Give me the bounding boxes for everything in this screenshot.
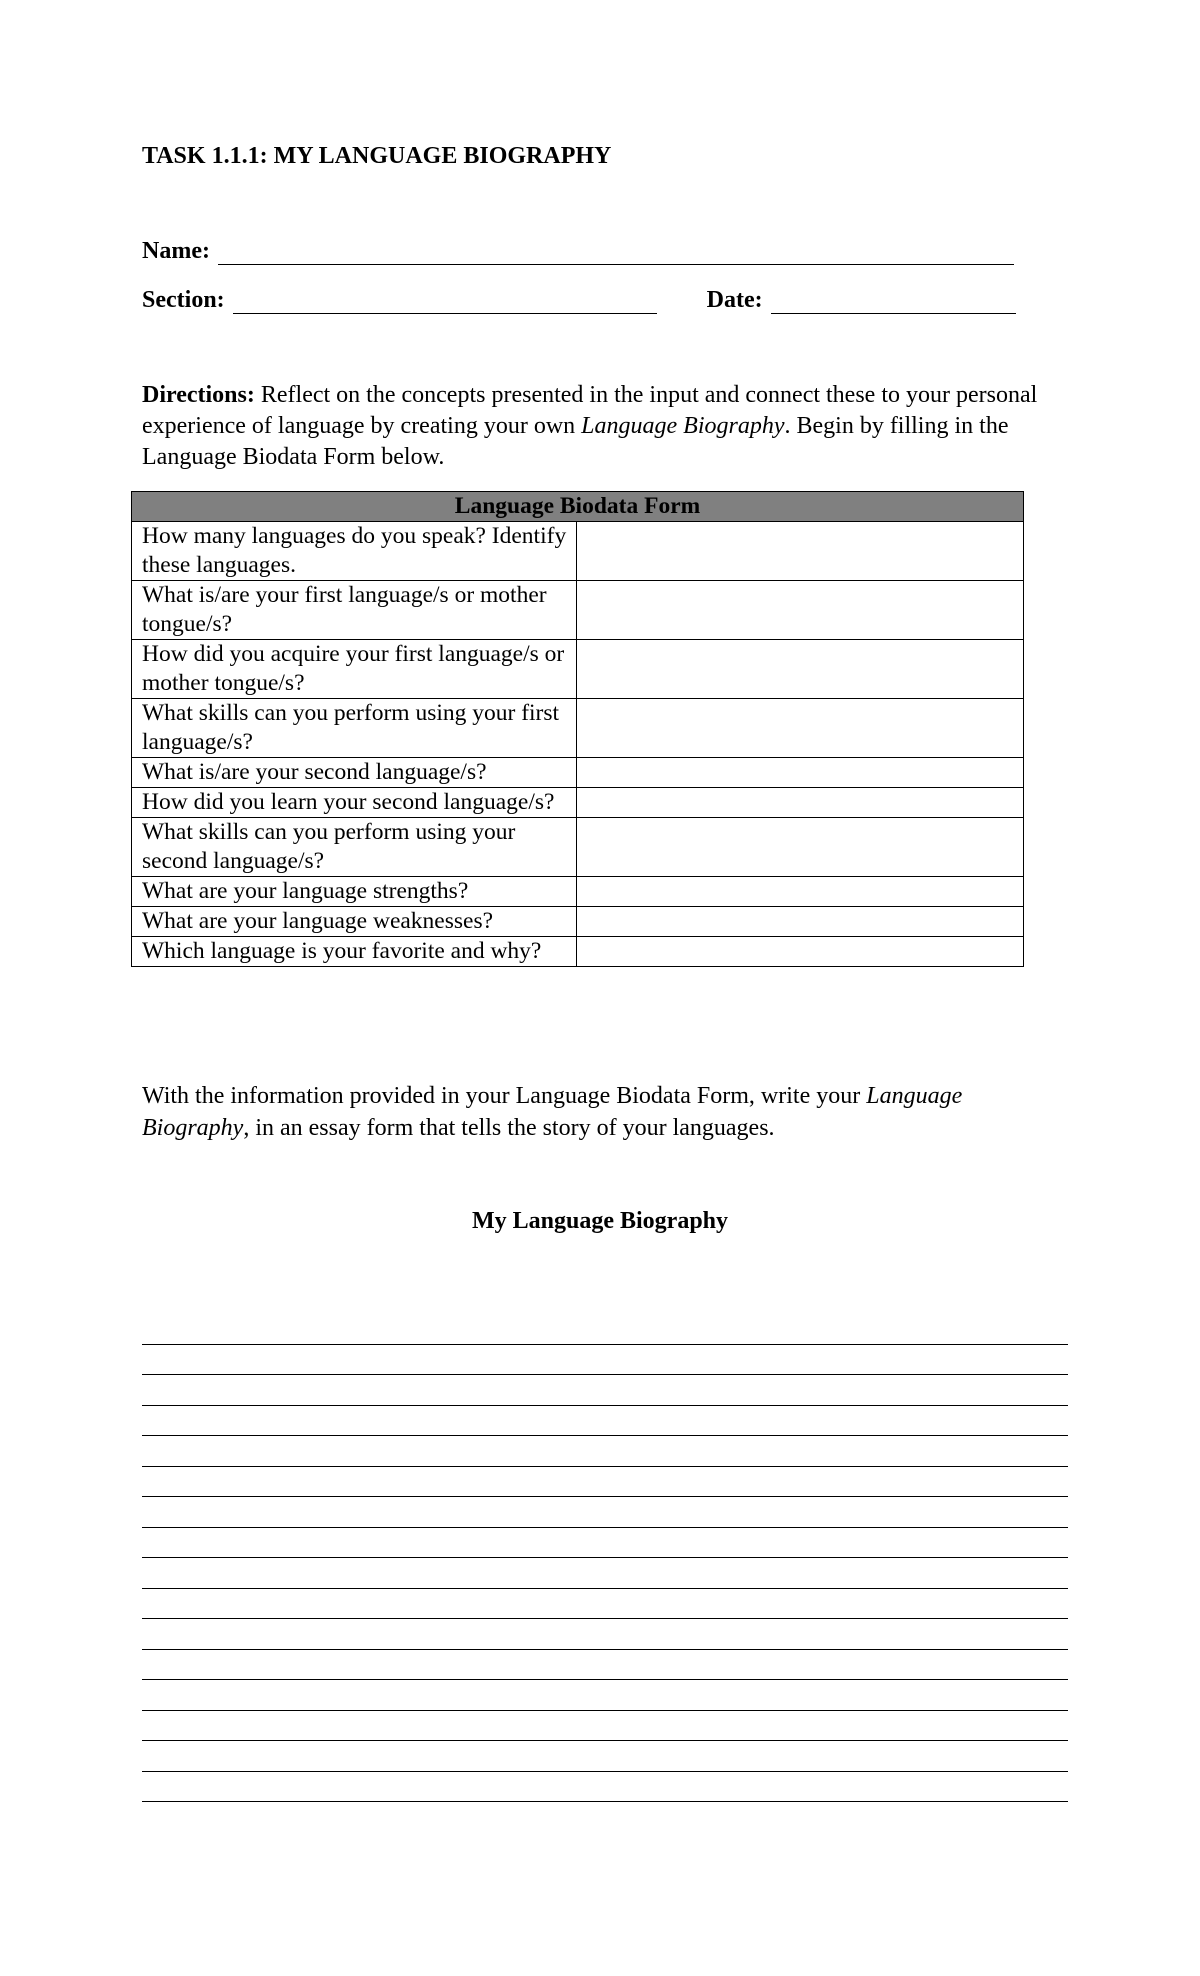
- table-row: [132, 699, 1024, 758]
- writing-line[interactable]: [142, 1772, 1068, 1803]
- writing-line[interactable]: [142, 1711, 1068, 1742]
- table-row: [132, 758, 1024, 788]
- answer-cell[interactable]: [577, 699, 1024, 758]
- answer-cell[interactable]: [577, 788, 1024, 818]
- table-row: [132, 907, 1024, 937]
- question-cell: How many languages do you speak? Identify these languages.: [132, 522, 577, 581]
- date-blank[interactable]: [771, 293, 1016, 314]
- writing-line[interactable]: [142, 1467, 1068, 1498]
- writing-line[interactable]: [142, 1497, 1068, 1528]
- biography-heading: My Language Biography: [471, 1208, 729, 1234]
- writing-line[interactable]: [142, 1436, 1068, 1467]
- table-row: [132, 818, 1024, 877]
- writing-line[interactable]: [142, 1589, 1068, 1620]
- biodata-form-heading: Language Biodata Form: [132, 492, 1024, 522]
- date-label: Date:: [706, 287, 763, 313]
- writing-line[interactable]: [142, 1680, 1068, 1711]
- answer-cell[interactable]: [577, 758, 1024, 788]
- table-row: [132, 877, 1024, 907]
- answer-cell[interactable]: [577, 907, 1024, 937]
- question-cell: Which language is your favorite and why?: [132, 937, 577, 967]
- directions-text-1: Reflect on the concepts presented in the input and connect these to your personal experience of language by creating your own: [142, 382, 1038, 439]
- writing-line[interactable]: [142, 1314, 1068, 1345]
- question-cell: What are your language strengths?: [132, 877, 577, 907]
- page-title: TASK 1.1.1: MY LANGUAGE BIOGRAPHY: [142, 143, 612, 169]
- directions-paragraph: [142, 380, 1042, 473]
- instructions-paragraph: [142, 1080, 1042, 1144]
- directions-text-2: . Begin by filling in the Language Biodata Form below.: [142, 413, 1009, 470]
- question-cell: What is/are your second language/s?: [132, 758, 577, 788]
- question-cell: What skills can you perform using your second language/s?: [132, 818, 577, 877]
- writing-line[interactable]: [142, 1741, 1068, 1772]
- table-row: [132, 788, 1024, 818]
- question-cell: What skills can you perform using your first language/s?: [132, 699, 577, 758]
- section-blank[interactable]: [233, 293, 657, 314]
- instructions-italic: Language Biography: [142, 1083, 963, 1141]
- section-date-row: [142, 287, 1016, 314]
- question-cell: How did you acquire your first language/s or mother tongue/s?: [132, 640, 577, 699]
- answer-cell[interactable]: [577, 522, 1024, 581]
- answer-cell[interactable]: [577, 640, 1024, 699]
- table-row: [132, 522, 1024, 581]
- biodata-form-table: [131, 491, 1024, 967]
- name-field-row: [142, 238, 1014, 265]
- answer-cell[interactable]: [577, 818, 1024, 877]
- table-row: [132, 937, 1024, 967]
- writing-line[interactable]: [142, 1650, 1068, 1681]
- writing-line[interactable]: [142, 1528, 1068, 1559]
- writing-line[interactable]: [142, 1558, 1068, 1589]
- answer-cell[interactable]: [577, 877, 1024, 907]
- question-cell: What are your language weaknesses?: [132, 907, 577, 937]
- question-cell: What is/are your first language/s or mother tongue/s?: [132, 581, 577, 640]
- answer-cell[interactable]: [577, 937, 1024, 967]
- writing-area[interactable]: [142, 1314, 1068, 1802]
- table-row: [132, 581, 1024, 640]
- writing-line[interactable]: [142, 1345, 1068, 1376]
- answer-cell[interactable]: [577, 581, 1024, 640]
- table-row: [132, 640, 1024, 699]
- instructions-text-2: , in an essay form that tells the story of your languages.: [243, 1115, 775, 1141]
- question-cell: How did you learn your second language/s?: [132, 788, 577, 818]
- directions-label: Directions:: [142, 382, 255, 408]
- writing-line[interactable]: [142, 1619, 1068, 1650]
- section-label: Section:: [142, 287, 225, 313]
- writing-line[interactable]: [142, 1375, 1068, 1406]
- instructions-text-1: With the information provided in your Language Biodata Form, write your: [142, 1083, 867, 1109]
- directions-italic: Language Biography: [581, 413, 785, 439]
- writing-line[interactable]: [142, 1406, 1068, 1437]
- name-label: Name:: [142, 238, 210, 264]
- name-blank[interactable]: [218, 244, 1014, 265]
